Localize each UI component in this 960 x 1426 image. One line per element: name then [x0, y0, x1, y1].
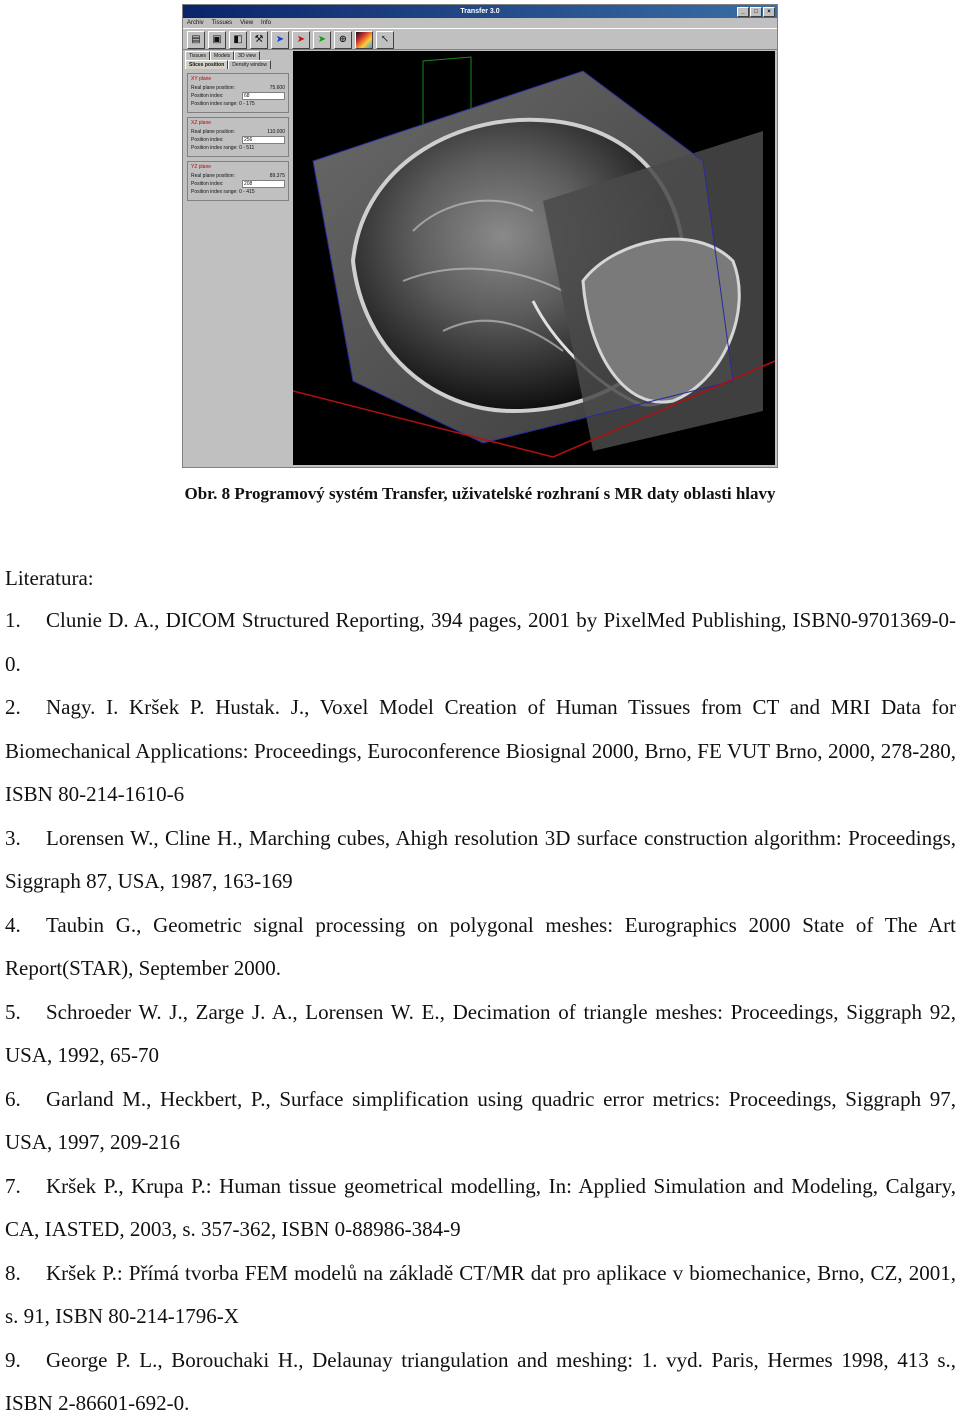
tab-tissues[interactable]: Tissues — [185, 51, 210, 60]
reference-list — [5, 599, 956, 1426]
reference-item — [5, 1165, 956, 1252]
literature-heading: Literatura: — [5, 566, 94, 590]
position-index-input[interactable]: 256 — [242, 136, 285, 144]
window-controls — [737, 7, 775, 17]
reference-item — [5, 991, 956, 1078]
menu-archiv[interactable]: Archiv — [187, 20, 204, 26]
real-position-label: Real plane position: — [191, 129, 235, 135]
arrow-red-icon[interactable]: ➤ — [292, 31, 310, 49]
position-index-label: Position index: — [191, 93, 224, 99]
window-titlebar — [183, 5, 777, 18]
3d-mri-viewport[interactable] — [293, 51, 775, 465]
group-title: XY plane — [191, 76, 212, 82]
reference-number: 2. — [5, 695, 21, 719]
reference-item — [5, 1078, 956, 1165]
open-icon[interactable]: ▤ — [187, 31, 205, 49]
xy-plane-group — [187, 73, 289, 113]
real-position-value: 75.600 — [269, 85, 285, 91]
reference-number: 3. — [5, 825, 21, 850]
close-icon[interactable]: × — [763, 7, 775, 17]
arrow-blue-icon[interactable]: ➤ — [271, 31, 289, 49]
reference-number: 4. — [5, 912, 21, 937]
tab-slices-position[interactable]: Slices position — [185, 60, 228, 69]
reference-text: Taubin G., Geometric signal processing on polygonal meshes: Eurographics 2000 State of The Art Report(STAR), September 2000. — [5, 912, 956, 980]
reference-number: 1. — [5, 608, 21, 632]
tabs-row-2 — [185, 60, 291, 69]
reference-item — [5, 599, 956, 686]
target-icon[interactable]: ⊕ — [334, 31, 352, 49]
tools-icon[interactable]: ⚒ — [250, 31, 268, 49]
reference-text: Schroeder W. J., Zarge J. A., Lorensen W. E., Decimation of triangle meshes: Proceedings, Siggraph 92, USA, 1992, 65-70 — [5, 999, 956, 1067]
reference-number: 5. — [5, 999, 21, 1024]
minimize-icon[interactable]: _ — [737, 7, 749, 17]
group-title: YZ plane — [191, 164, 212, 170]
menu-tissues[interactable]: Tissues — [211, 20, 233, 26]
arrow-green-icon[interactable]: ➤ — [313, 31, 331, 49]
reference-item — [5, 817, 956, 904]
tab-density-window[interactable]: Density window — [228, 60, 271, 69]
reference-text: Kršek P.: Přímá tvorba FEM modelů na základě CT/MR dat pro aplikace v biomechanice, Brno, CZ, 2001, s. 91, ISBN 80-214-1796-X — [5, 1260, 956, 1328]
save-icon[interactable]: ▣ — [208, 31, 226, 49]
real-position-value: 110.000 — [267, 129, 285, 135]
reference-number: 7. — [5, 1173, 21, 1198]
xz-plane-group — [187, 117, 289, 157]
position-range-label: Position index range: 0 - 415 — [191, 189, 255, 195]
real-position-label: Real plane position: — [191, 173, 235, 179]
tabs-row-1 — [185, 51, 291, 60]
palette-icon[interactable] — [355, 31, 373, 49]
figure-caption: Obr. 8 Programový systém Transfer, uživatelské rozhraní s MR daty oblasti hlavy — [184, 484, 776, 503]
menubar — [183, 18, 777, 28]
reference-text: Garland M., Heckbert, P., Surface simplification using quadric error metrics: Proceedings, Siggraph 97, USA, 1997, 209-216 — [5, 1086, 956, 1154]
position-range-label: Position index range: 0 - 511 — [191, 145, 255, 151]
menu-view[interactable]: View — [240, 20, 254, 26]
cube-icon[interactable]: ◧ — [229, 31, 247, 49]
toolbar — [183, 28, 777, 50]
settings-panel — [185, 51, 291, 465]
reference-number: 9. — [5, 1347, 21, 1372]
pointer-icon[interactable]: ↖ — [376, 31, 394, 49]
mri-slices-render — [293, 51, 775, 465]
group-title: XZ plane — [191, 120, 212, 126]
tab-3d-view[interactable]: 3D view — [234, 51, 260, 60]
reference-number: 8. — [5, 1260, 21, 1285]
position-range-label: Position index range: 0 - 175 — [191, 101, 255, 107]
position-index-label: Position index: — [191, 137, 224, 143]
maximize-icon[interactable]: □ — [750, 7, 762, 17]
reference-item — [5, 1339, 956, 1426]
reference-item — [5, 904, 956, 991]
position-index-input[interactable]: 208 — [242, 180, 285, 188]
real-position-value: 89.375 — [269, 173, 285, 179]
reference-text: Kršek P., Krupa P.: Human tissue geometrical modelling, In: Applied Simulation and Modeling, Calgary, CA, IASTED, 2003, s. 357-362, ISBN 0-88986-384-9 — [5, 1173, 956, 1241]
screenshot-figure — [182, 4, 778, 468]
position-index-label: Position index: — [191, 181, 224, 187]
reference-item — [5, 686, 956, 817]
real-position-label: Real plane position: — [191, 85, 235, 91]
reference-text: Lorensen W., Cline H., Marching cubes, Ahigh resolution 3D surface construction algorithm: Proceedings, Siggraph 87, USA, 1987, 163-169 — [5, 825, 956, 893]
reference-text: Nagy. I. Kršek P. Hustak. J., Voxel Model Creation of Human Tissues from CT and MRI Data for Biomechanical Applications: Proceedings, Euroconference Biosignal 2000, Brno, FE VUT Brno, 2000, 278-280, ISBN 80-214-1610-6 — [5, 695, 956, 806]
yz-plane-group — [187, 161, 289, 201]
position-index-input[interactable]: 68 — [242, 92, 285, 100]
reference-item — [5, 1252, 956, 1339]
window-title: Transfer 3.0 — [460, 8, 500, 15]
reference-number: 6. — [5, 1086, 21, 1111]
reference-text: Clunie D. A., DICOM Structured Reporting, 394 pages, 2001 by PixelMed Publishing, ISBN0-9701369-0-0. — [5, 608, 956, 676]
reference-text: George P. L., Borouchaki H., Delaunay triangulation and meshing: 1. vyd. Paris, Hermes 1998, 413 s., ISBN 2-86601-692-0. — [5, 1347, 956, 1415]
menu-info[interactable]: Info — [261, 20, 272, 26]
tab-models[interactable]: Models — [210, 51, 234, 60]
